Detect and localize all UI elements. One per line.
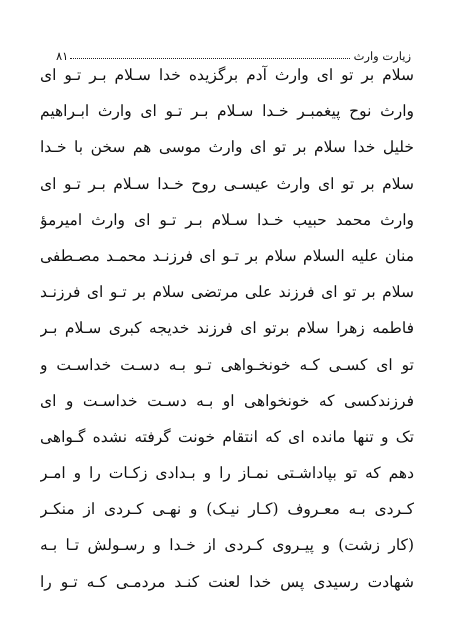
page-number: ۸۱ (56, 48, 69, 63)
text-line: فاطمه زهرا سلام برتو ای فرزند خدیجه کبری سـلام بـر (40, 319, 414, 338)
text-line: کـردی بـه معـروف (کـار نیـک) و نهـی کـردی از منکـر (40, 500, 414, 519)
header-title: زیارت وارث (353, 48, 411, 63)
text-line: فرزندکسی که خونخواهی او بـه دسـت خداسـت و ای (40, 391, 414, 410)
body-text (40, 57, 414, 600)
text-line: خلیل خدا سلام بر تو ای وارث موسی هم سخن با خـدا (40, 138, 414, 157)
text-line: تو ای کسـی کـه خونخـواهی تـو بـه دسـت خداسـت و (40, 355, 414, 374)
text-line: منان علیه السلام سلام بر تـو ای فرزنـد محمـد مصـطفی (40, 246, 414, 265)
text-line: تک و تنها مانده ای که انتقام خونت گرفته نشده گـواهی (40, 427, 414, 446)
text-line: (کار زشت) و پیـروی کـردی از خـدا و رسـولش تـا بـه (40, 536, 414, 555)
text-line: سلام بر تو ای فرزند علی مرتضی سلام بر تـو ای فرزنـد (40, 283, 414, 302)
text-line: دهم که تو بپاداشـتی نمـاز را و بـدادی زکـات را و امـر (40, 464, 414, 483)
text-line: سلام بر تو ای وارث آدم برگزیده خدا سـلام بـر تـو ای (40, 66, 414, 84)
text-line: وارث محمد حبیب خـدا سـلام بـر تـو ای وارث امیرمؤ (40, 210, 414, 229)
text-line: شهادت رسیدی پس خدا لعنت کنـد مردمـی کـه تـو را (40, 572, 414, 591)
text-line: سلام بر تو ای وارث عیسـی روح خـدا سـلام بـر تـو ای (40, 174, 414, 193)
text-line: وارث نوح پیغمبـر خـدا سـلام بـر تـو ای وارث ابـراهیم (40, 102, 414, 121)
